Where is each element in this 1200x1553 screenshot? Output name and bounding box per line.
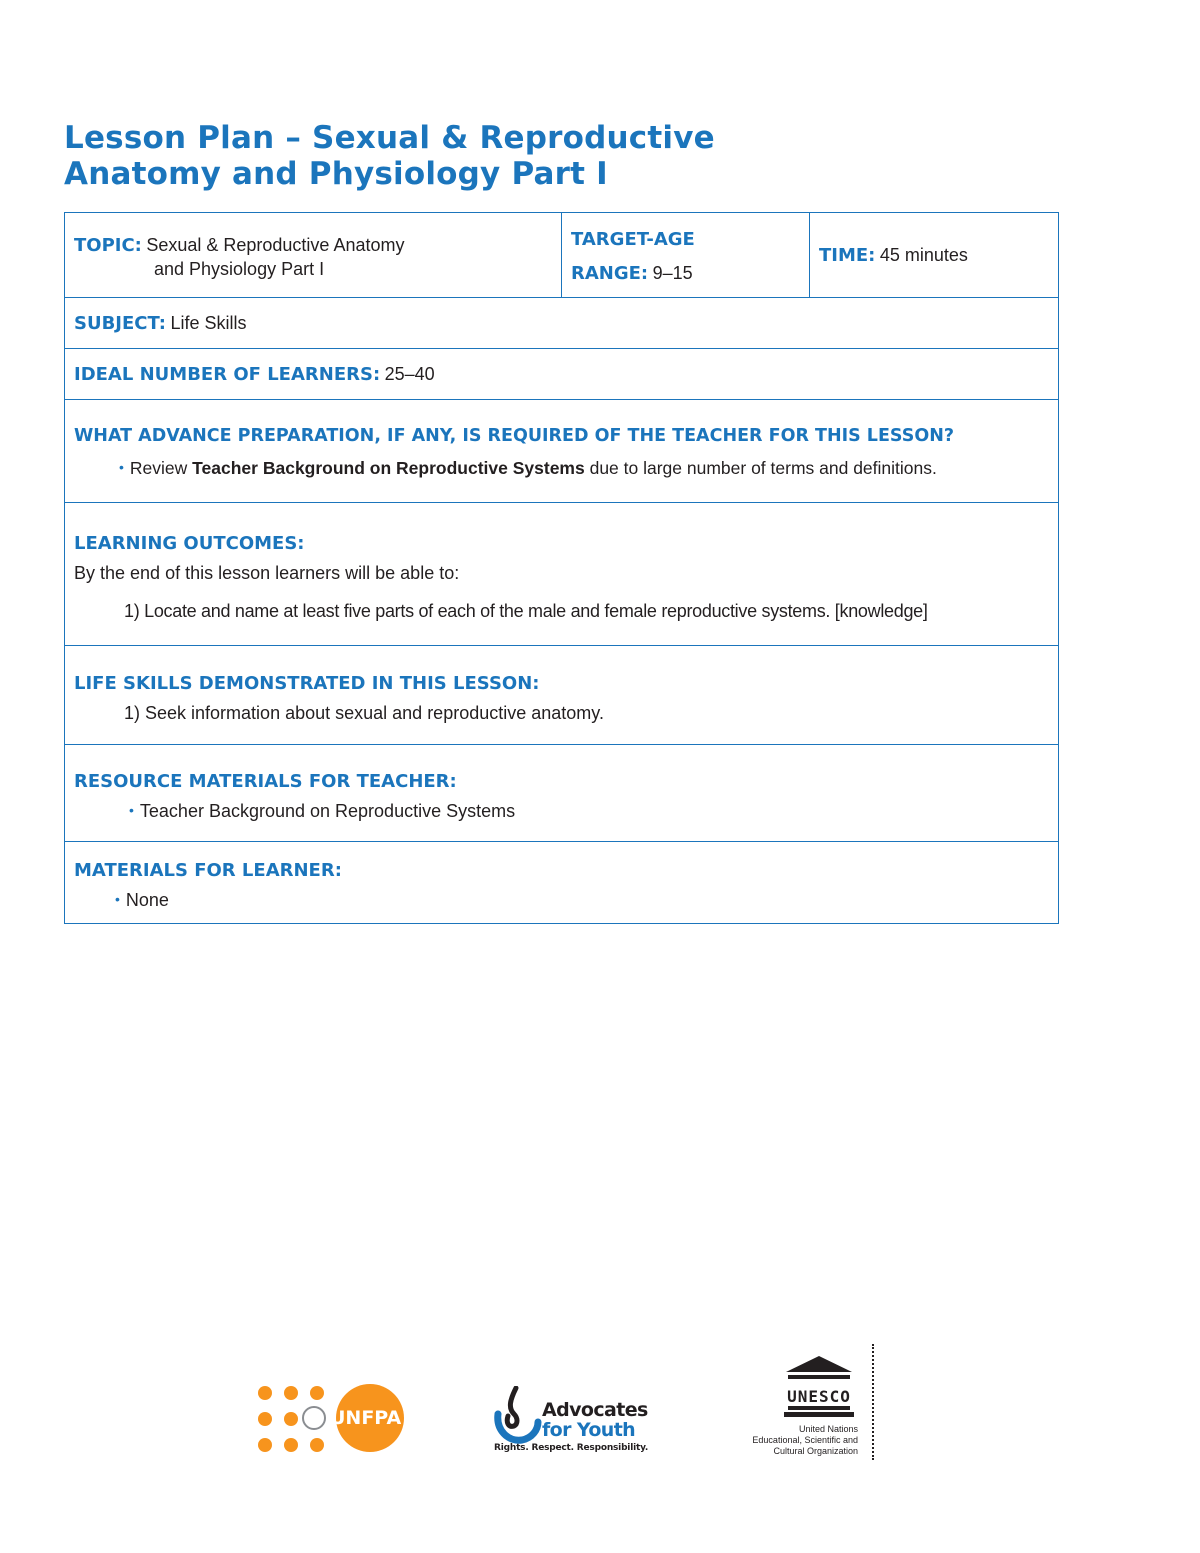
resources-teacher-item-text: Teacher Background on Reproductive Systems: [139, 801, 516, 821]
unesco-divider: [872, 1344, 874, 1460]
life-skills-label: LIFE SKILLS DEMONSTRATED IN THIS LESSON:: [74, 673, 540, 694]
topic-value-line-1: Sexual & Reproductive Anatomy: [146, 235, 405, 255]
time-label: TIME:: [819, 245, 876, 266]
time-value: 45 minutes: [879, 245, 968, 265]
materials-learner-cell: [65, 842, 1059, 924]
unesco-caption: [730, 1424, 858, 1457]
unesco-word: UNESCO: [787, 1387, 851, 1406]
outcomes-intro: By the end of this lesson learners will be able to:: [74, 563, 460, 583]
range-label: RANGE:: [571, 263, 649, 284]
topic-cell: [65, 213, 562, 298]
afy-swirl-icon: [494, 1386, 542, 1446]
afy-line-2: for Youth: [542, 1419, 636, 1441]
title-line-2: Anatomy and Physiology Part I: [64, 156, 608, 192]
preparation-label: WHAT ADVANCE PREPARATION, IF ANY, IS REQUIRED OF THE TEACHER FOR THIS LESSON?: [74, 426, 954, 446]
un-emblem-icon: [302, 1406, 326, 1430]
afy-wordmark: [542, 1400, 648, 1440]
topic-label: TOPIC:: [74, 235, 142, 256]
resources-teacher-cell: [65, 745, 1059, 842]
target-age-value: 9–15: [652, 263, 693, 283]
resources-teacher-label: RESOURCE MATERIALS FOR TEACHER:: [74, 771, 457, 792]
unesco-line-3: Cultural Organization: [773, 1446, 858, 1456]
life-skills-cell: [65, 646, 1059, 745]
materials-learner-label: MATERIALS FOR LEARNER:: [74, 860, 342, 881]
topic-value-line-2: and Physiology Part I: [154, 259, 325, 279]
learners-value: 25–40: [384, 364, 435, 384]
subject-label: SUBJECT:: [74, 313, 166, 334]
preparation-text-bold: Teacher Background on Reproductive Systems: [192, 458, 585, 478]
life-skill-item: 1) Seek information about sexual and reproductive anatomy.: [124, 703, 604, 723]
unesco-temple-icon: [784, 1354, 854, 1418]
bullet-icon: •: [115, 891, 120, 907]
target-age-cell: [562, 213, 810, 298]
target-age-label: TARGET-AGE: [571, 229, 695, 250]
outcome-item: 1) Locate and name at least five parts of each of the male and female reproductive systems. [knowledge]: [124, 601, 928, 621]
page-title: [64, 120, 964, 192]
unfpa-wordmark: UNFPA: [336, 1384, 404, 1452]
unesco-line-2: Educational, Scientific and: [752, 1435, 858, 1445]
preparation-cell: [65, 400, 1059, 503]
preparation-text-suffix: due to large number of terms and definitions.: [584, 458, 937, 478]
materials-learner-item-text: None: [125, 890, 169, 910]
unesco-line-1: United Nations: [798, 1424, 858, 1434]
bullet-icon: •: [129, 802, 134, 818]
partner-logos: [0, 1340, 1200, 1480]
resources-teacher-item: [129, 801, 515, 822]
subject-cell: [65, 298, 1059, 349]
time-cell: [810, 213, 1059, 298]
title-line-1: Lesson Plan – Sexual & Reproductive: [64, 120, 715, 156]
outcomes-cell: [65, 503, 1059, 646]
subject-value: Life Skills: [170, 313, 247, 333]
lesson-plan-table: [64, 212, 1059, 924]
preparation-text-prefix: Review: [129, 458, 193, 478]
materials-learner-item: [115, 890, 169, 911]
learners-label: IDEAL NUMBER OF LEARNERS:: [74, 364, 381, 385]
afy-tagline: Rights. Respect. Responsibility.: [494, 1443, 649, 1453]
learners-cell: [65, 349, 1059, 400]
bullet-icon: •: [119, 459, 124, 475]
afy-line-1: Advocates: [542, 1399, 648, 1421]
outcomes-label: LEARNING OUTCOMES:: [74, 533, 305, 554]
preparation-bullet: [119, 458, 937, 479]
